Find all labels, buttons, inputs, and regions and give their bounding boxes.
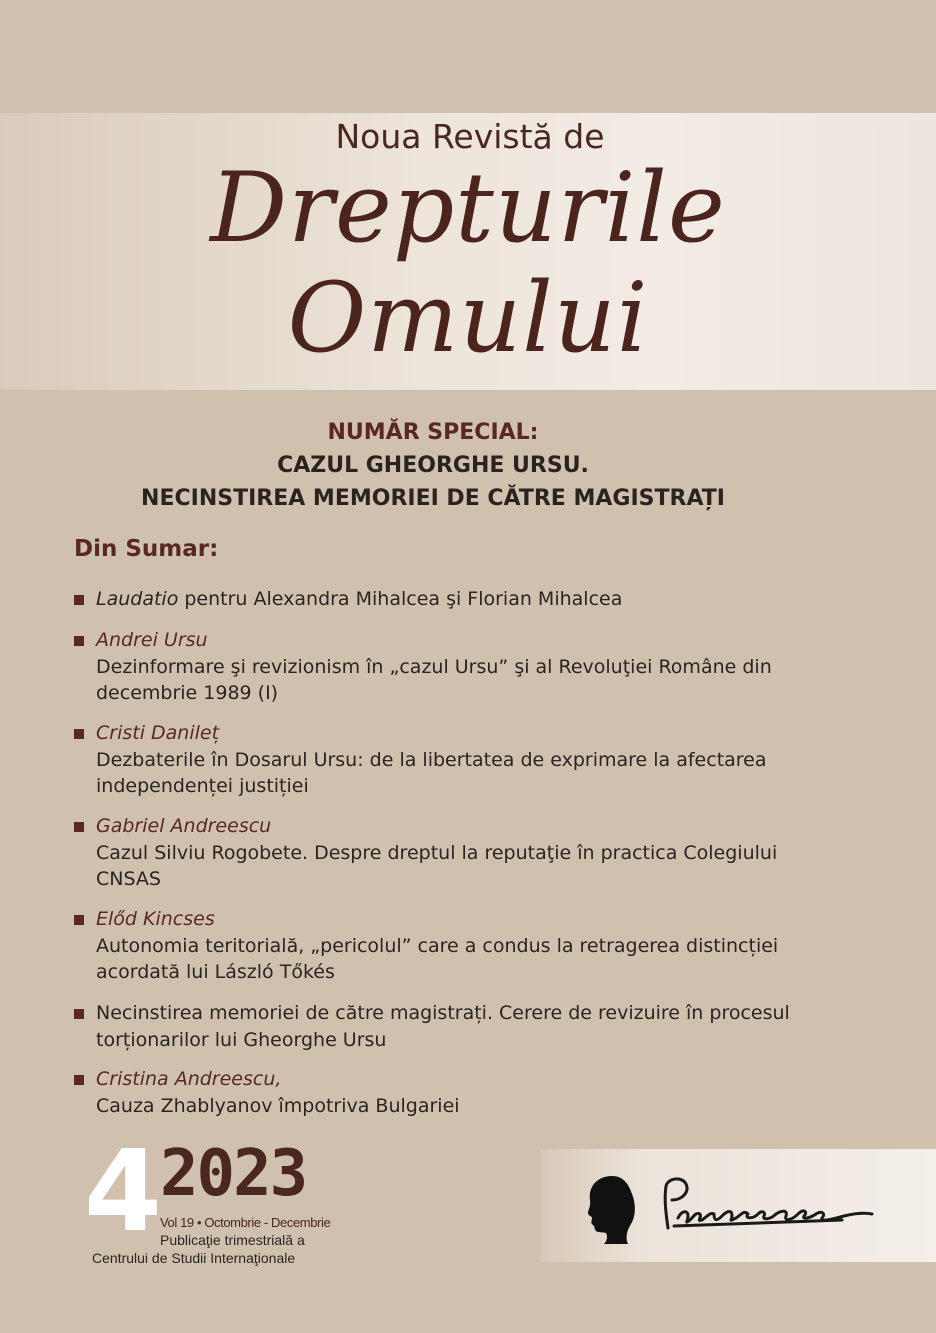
special-issue-label: NUMĂR SPECIAL: (327, 420, 539, 445)
summary-title: Din Sumar: (74, 536, 219, 562)
toc-item (74, 1066, 794, 1119)
masthead-pre-title: Noua Revistă de (335, 117, 605, 156)
publication-line: Publicaţie trimestrială a (160, 1232, 305, 1248)
toc-item (74, 1000, 794, 1053)
special-issue-heading (0, 416, 866, 515)
toc-item (74, 627, 794, 707)
publisher-name (0, 0, 1, 1)
toc-item-text: Necinstirea memoriei de către magistrați. Cerere de revizuire în procesul torționarilor lui Gheorghe Ursu (96, 1002, 790, 1051)
toc-item-author: Gabriel Andreescu (96, 815, 272, 837)
publisher-logo (582, 1170, 882, 1250)
toc-item (74, 906, 794, 986)
toc-item-text: Autonomia teritorială, „pericolul” care a condus la retragerea distincției acordată lui László Tőkés (96, 934, 779, 983)
issue-year: 2023 (160, 1137, 307, 1211)
toc-item-text: pentru Alexandra Mihalcea şi Florian Mihalcea (178, 588, 623, 610)
toc-item (74, 720, 794, 800)
bullet-square-icon (74, 729, 84, 739)
toc-item-author: Andrei Ursu (96, 629, 208, 651)
bullet-square-icon (74, 1075, 84, 1085)
special-issue-line-1: CAZUL GHEORGHE URSU. (277, 453, 589, 478)
publisher-center-line: Centrului de Studii Internaţionale (92, 1250, 296, 1266)
special-issue-line-2: NECINSTIREA MEMORIEI DE CĂTRE MAGISTRAȚI (141, 486, 725, 511)
masthead-title-line-1: Drepturile (210, 152, 726, 264)
issue-number: 4 (84, 1127, 160, 1257)
bullet-square-icon (74, 1009, 84, 1019)
toc-item-text: Dezinformare şi revizionism în „cazul Ursu” şi al Revoluţiei Române din decembrie 1989 (I) (96, 655, 772, 704)
volume-line: Vol 19 • Octombrie - Decembrie (160, 1215, 331, 1230)
bullet-square-icon (74, 822, 84, 832)
bullet-square-icon (74, 595, 84, 605)
toc-item-author: Előd Kincses (96, 908, 215, 930)
silhouette-icon (588, 1176, 635, 1244)
toc-item-text: Dezbaterile în Dosarul Ursu: de la libertatea de exprimare la afectarea independenței justiției (96, 748, 767, 797)
publisher-signature-icon (665, 1179, 872, 1228)
toc-item-author: Cristina Andreescu, (96, 1068, 282, 1090)
toc-item (74, 813, 794, 893)
toc-item-lead-italic: Laudatio (96, 588, 179, 610)
toc-item (74, 586, 794, 613)
toc-item-text: Cauza Zhablyanov împotriva Bulgariei (96, 1094, 460, 1117)
toc-item-author: Cristi Danileț (96, 722, 220, 744)
bullet-square-icon (74, 915, 84, 925)
bullet-square-icon (74, 636, 84, 646)
masthead-title-line-2: Omului (287, 262, 649, 374)
toc-item-text: Cazul Silviu Rogobete. Despre dreptul la reputaţie în practica Colegiului CNSAS (96, 841, 778, 890)
